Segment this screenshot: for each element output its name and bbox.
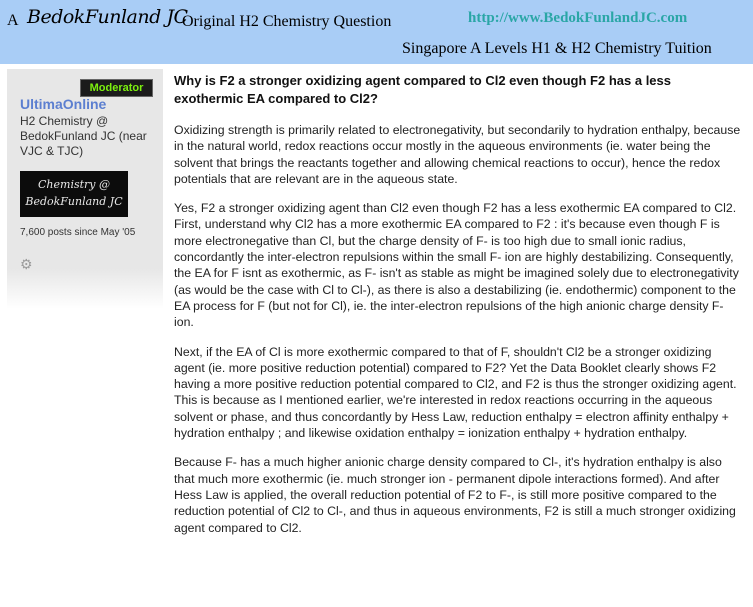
header-banner [0, 0, 753, 64]
banner-title: Original H2 Chemistry Question [182, 13, 392, 30]
banner-tuition-text: Singapore A Levels H1 & H2 Chemistry Tuition [402, 40, 712, 57]
banner-url-link[interactable]: http://www.BedokFunlandJC.com [468, 10, 688, 26]
banner-prefix: A [7, 12, 19, 29]
post-count: 7,600 posts since May '05 [20, 227, 136, 238]
moderator-badge: Moderator [80, 79, 153, 97]
post-content [174, 72, 742, 549]
author-username[interactable]: UltimaOnline [20, 96, 107, 112]
gear-icon[interactable]: ⚙ [20, 256, 33, 272]
avatar-line-2: BedokFunland JC [25, 195, 123, 208]
avatar[interactable] [20, 171, 128, 217]
avatar-caption [20, 176, 128, 210]
avatar-line-1: Chemistry @ [38, 178, 110, 191]
author-title: H2 Chemistry @ BedokFunland JC (near VJC & TJC) [20, 114, 147, 158]
post-paragraph-1: Oxidizing strength is primarily related to electronegativity, but secondarily to hydration enthalpy, because in the natural world, redox reactions occur mostly in the aqueous environments (ie. water being the solvent that brings the reactants together and allowing chemical reactions to occur), hence the redox potentials that are relevant are in the aqueous state. [174, 123, 741, 186]
author-sidebar [7, 69, 163, 607]
banner-brand-logo: BedokFunland JC [27, 6, 188, 28]
post-question: Why is F2 a stronger oxidizing agent compared to Cl2 even though F2 has a less exothermic EA compared to Cl2? [174, 73, 671, 106]
post-paragraph-2: Yes, F2 a stronger oxidizing agent than Cl2 even though F2 has a less exothermic EA compared to Cl2. First, understand why Cl2 has a more exothermic EA compared to F2 : it's because even though F is more electronegative than Cl, but the charge density of F- is too high due to small ionic radius, concordantly the inter-electron repulsions within the small F- ion are highly destabilizing. Consequently, the EA for F isnt as exothermic, as F- isn't as stable as might be imagined solely due to electronegativity (as would be the case with Cl to Cl-), as there is also a destabilizing (ie. endothermic) component to the EA process for F (but not for Cl), ie. the inter-electron repulsions of the high anionic charge density F- ion. [174, 201, 739, 330]
post-paragraph-4: Because F- has a much higher anionic charge density compared to Cl-, it's hydration enthalpy is also that much more exothermic (ie. much stronger ion - permanent dipole interactions formed). And after Hess Law is applied, the overall reduction potential of F2 to F-, is still more positive compared to the reduction potential of Cl2 to Cl-, and thus in aqueous environments, F2 is still a much stronger oxidizing agent compared to Cl2. [174, 455, 736, 535]
post-paragraph-3: Next, if the EA of Cl is more exothermic compared to that of F, shouldn't Cl2 be a stronger oxidizing agent (ie. more positive reduction potential) compared to F2? Yet the Data Booklet clearly shows F2 having a more positive reduction potential compared to Cl2, and F2 is thus the stronger oxidizing agent. This is because as I mentioned earlier, we're interested in redox reactions occurring in the aqueous solvent or phase, and thus concordantly by Hess Law, reduction enthalpy = electron affinity enthalpy + hydration enthalpy ; and likewise oxidation enthalpy = ionization enthalpy + hydration enthalpy. [174, 344, 737, 441]
